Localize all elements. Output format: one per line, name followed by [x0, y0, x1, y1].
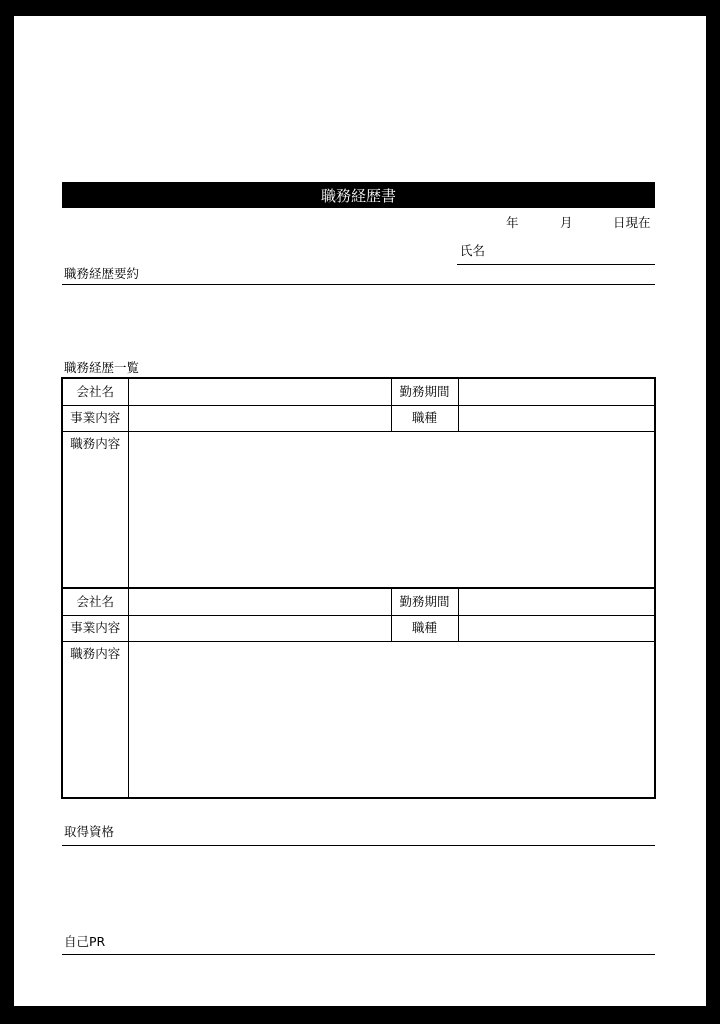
job-type-label: 職種	[391, 405, 458, 431]
name-label: 氏名	[460, 243, 486, 258]
duties-label: 職務内容	[62, 431, 128, 588]
name-field-line	[457, 264, 655, 265]
job-type-field[interactable]	[458, 405, 655, 431]
period-label: 勤務期間	[391, 378, 458, 405]
date-month-label: 月	[560, 215, 573, 230]
history-entry-1-row-business	[62, 405, 655, 431]
self-pr-heading-line	[62, 954, 655, 955]
job-type-field[interactable]	[458, 615, 655, 641]
self-pr-heading: 自己PR	[64, 934, 106, 949]
business-field[interactable]	[128, 405, 391, 431]
history-heading: 職務経歴一覧	[64, 360, 140, 375]
qualifications-heading: 取得資格	[64, 824, 115, 839]
qualifications-heading-line	[62, 845, 655, 846]
company-label: 会社名	[62, 378, 128, 405]
document-title: 職務経歴書	[62, 182, 655, 208]
summary-heading-line	[62, 284, 655, 285]
business-label: 事業内容	[62, 615, 128, 641]
history-entry-1-row-company	[62, 378, 655, 405]
job-type-label: 職種	[391, 615, 458, 641]
duties-field[interactable]	[128, 431, 655, 588]
duties-field[interactable]	[128, 641, 655, 798]
summary-heading: 職務経歴要約	[64, 266, 140, 281]
company-label: 会社名	[62, 588, 128, 615]
date-year-label: 年	[506, 215, 519, 230]
company-field[interactable]	[128, 378, 391, 405]
period-field[interactable]	[458, 588, 655, 615]
history-entry-2-row-duties	[62, 641, 655, 798]
period-field[interactable]	[458, 378, 655, 405]
history-table	[61, 377, 656, 799]
period-label: 勤務期間	[391, 588, 458, 615]
history-entry-2-row-company	[62, 588, 655, 615]
business-label: 事業内容	[62, 405, 128, 431]
date-day-label: 日現在	[613, 215, 651, 230]
duties-label: 職務内容	[62, 641, 128, 798]
history-entry-1-row-duties	[62, 431, 655, 588]
history-entry-2-row-business	[62, 615, 655, 641]
business-field[interactable]	[128, 615, 391, 641]
company-field[interactable]	[128, 588, 391, 615]
